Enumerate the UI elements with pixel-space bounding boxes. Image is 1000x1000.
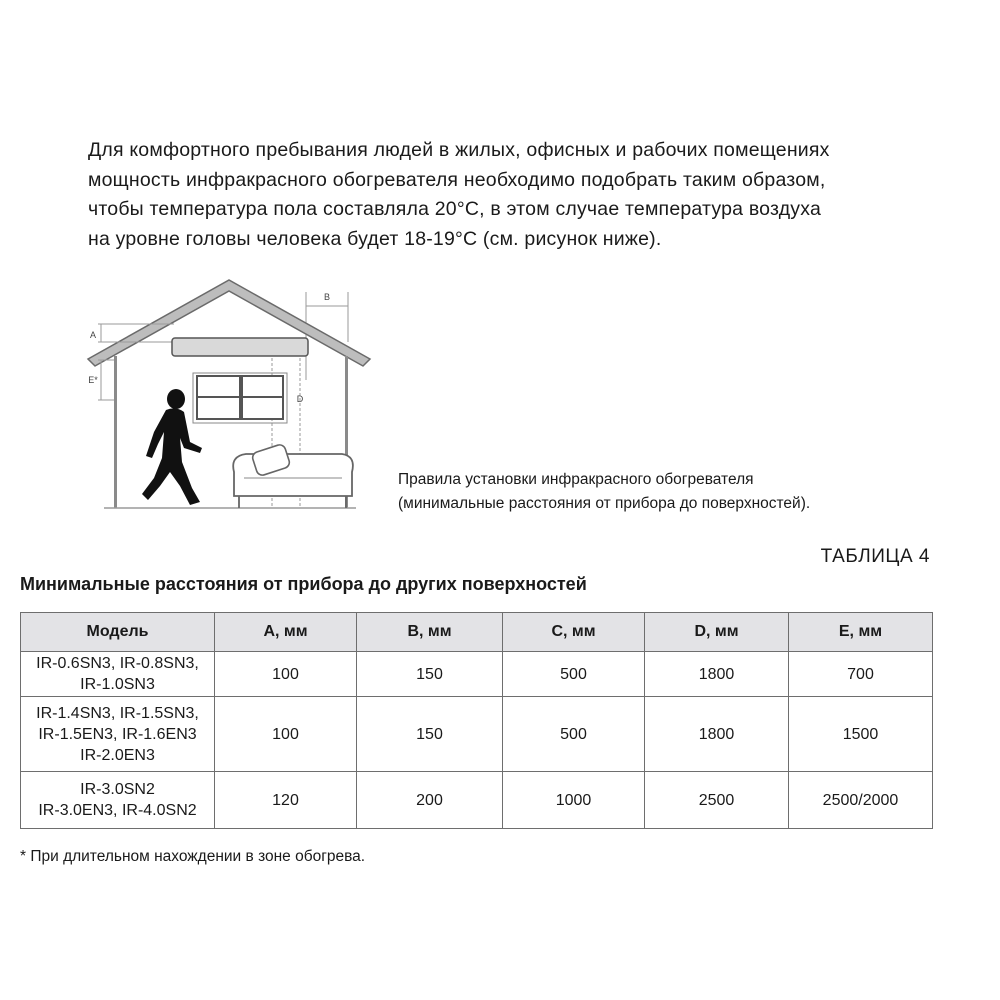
dimension-label-e: E* (88, 375, 98, 385)
table-row (21, 772, 933, 829)
dimension-label-b: B (323, 292, 331, 302)
model-line: IR-1.4SN3, IR-1.5SN3, (36, 704, 199, 722)
cell-b: 150 (357, 652, 503, 697)
intro-line: на уровне головы человека будет 18-19°C (см. рисунок ниже). (88, 227, 662, 250)
cell-b: 150 (357, 697, 503, 772)
cell-e: 1500 (789, 697, 933, 772)
intro-line: Для комфортного пребывания людей в жилых, офисных и рабочих помещениях (88, 139, 830, 161)
house-installation-illustration (84, 272, 374, 517)
distance-table (20, 612, 933, 829)
cell-b: 200 (357, 772, 503, 829)
cell-d: 1800 (645, 652, 789, 697)
cell-d: 2500 (645, 772, 789, 829)
window (193, 373, 287, 423)
header-b: B, мм (357, 613, 503, 652)
cell-model (21, 772, 215, 829)
header-a: A, мм (215, 613, 357, 652)
cell-d: 1800 (645, 697, 789, 772)
header-model: Модель (21, 613, 215, 652)
dimension-e (88, 360, 114, 400)
table-number: ТАБЛИЦА 4 (820, 546, 930, 567)
model-line: IR-2.0EN3 (80, 746, 155, 764)
cell-e: 700 (789, 652, 933, 697)
cell-c: 500 (503, 652, 645, 697)
caption-line: (минимальные расстояния от прибора до поверхностей). (398, 495, 811, 512)
cell-a: 100 (215, 697, 357, 772)
cell-model (21, 697, 215, 772)
model-line: IR-1.5EN3, IR-1.6EN3 (38, 725, 197, 743)
header-d: D, мм (645, 613, 789, 652)
cell-e: 2500/2000 (789, 772, 933, 829)
illustration-caption (398, 468, 810, 516)
dimension-label-d: D (296, 394, 304, 404)
table-title: Минимальные расстояния от прибора до других поверхностей (20, 574, 587, 594)
table-row (21, 697, 933, 772)
dimension-label-a: A (89, 330, 97, 340)
model-line: IR-0.6SN3, IR-0.8SN3, (36, 655, 199, 672)
caption-line: Правила установки инфракрасного обогревателя (398, 471, 754, 488)
model-line: IR-3.0EN3, IR-4.0SN2 (38, 802, 197, 819)
footnote: * При длительном нахождении в зоне обогрева. (20, 848, 366, 865)
cell-c: 1000 (503, 772, 645, 829)
header-e: E, мм (789, 613, 933, 652)
intro-line: чтобы температура пола составляла 20°C, в этом случае температура воздуха (88, 198, 821, 221)
heater-unit (172, 338, 308, 356)
intro-paragraph (88, 136, 938, 254)
model-line: IR-1.0SN3 (80, 676, 155, 693)
cell-c: 500 (503, 697, 645, 772)
table-row (21, 652, 933, 697)
header-c: C, мм (503, 613, 645, 652)
sofa (233, 443, 353, 508)
model-line: IR-3.0SN2 (80, 781, 155, 798)
table-header-row (21, 613, 933, 652)
cell-a: 100 (215, 652, 357, 697)
intro-line: мощность инфракрасного обогревателя необходимо подобрать таким образом, (88, 168, 826, 191)
house-wall-left (114, 356, 117, 508)
cell-a: 120 (215, 772, 357, 829)
cell-model (21, 652, 215, 697)
